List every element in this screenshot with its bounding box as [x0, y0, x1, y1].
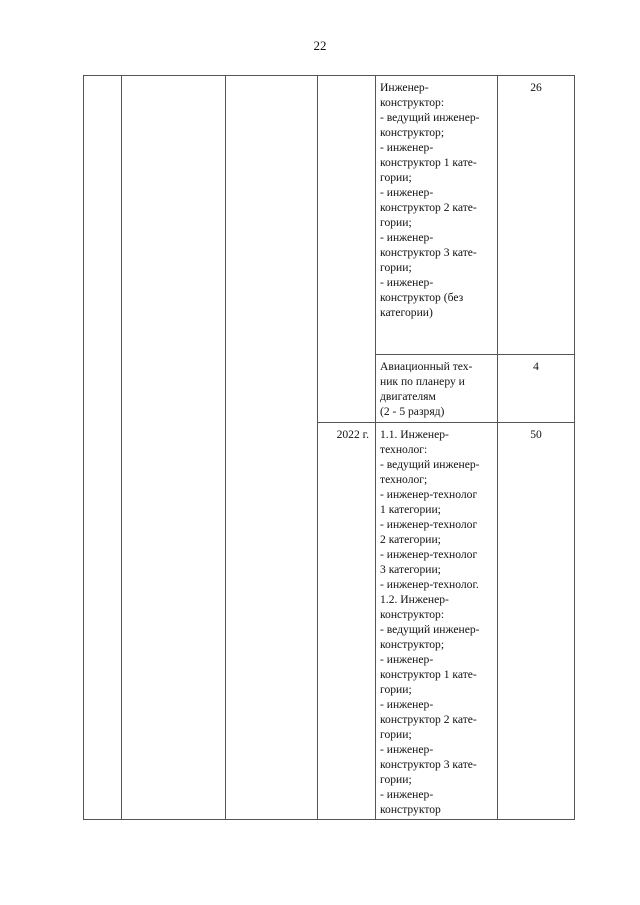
position-line: - инженер-	[380, 186, 434, 199]
position-line: - инженер-	[380, 231, 434, 244]
empty-cell	[122, 76, 226, 820]
position-line: конструктор:	[380, 96, 445, 109]
position-cell	[376, 423, 498, 820]
count-value: 4	[533, 360, 539, 373]
year-text: 2022 г.	[336, 428, 369, 441]
count-cell	[498, 423, 575, 820]
position-line: конструктор (без	[380, 291, 464, 304]
position-line: гории;	[380, 728, 412, 741]
position-line: конструктор 2 кате-	[380, 713, 477, 726]
position-line: - инженер-	[380, 276, 434, 289]
position-text	[376, 355, 497, 421]
position-line: 1 категории;	[380, 503, 441, 516]
position-line: - инженер-	[380, 743, 434, 756]
position-line: гории;	[380, 683, 412, 696]
position-line: конструктор 3 кате-	[380, 246, 477, 259]
position-line: Авиационный тех-	[380, 360, 473, 373]
position-line: - инженер-технолог	[380, 548, 478, 561]
position-line: - ведущий инженер-	[380, 623, 480, 636]
year-cell	[318, 423, 376, 820]
position-line: - ведущий инженер-	[380, 111, 480, 124]
position-line: - инженер-	[380, 141, 434, 154]
count-cell	[498, 355, 575, 423]
count-cell	[498, 76, 575, 355]
position-cell	[376, 355, 498, 423]
count-value: 50	[530, 428, 542, 441]
position-line: конструктор;	[380, 126, 445, 139]
year-text	[318, 76, 375, 80]
position-line: - инженер-технолог	[380, 518, 478, 531]
position-line: конструктор;	[380, 638, 445, 651]
position-line: двигателям	[380, 390, 436, 403]
position-cell	[376, 76, 498, 355]
position-line: категории)	[380, 306, 433, 319]
page-number: 22	[313, 38, 327, 53]
position-line: гории;	[380, 171, 412, 184]
position-line: - инженер-технолог.	[380, 578, 479, 591]
position-line: конструктор 3 кате-	[380, 758, 477, 771]
position-line: гории;	[380, 261, 412, 274]
position-line: 2 категории;	[380, 533, 441, 546]
position-line: - инженер-	[380, 788, 434, 801]
empty-cell	[226, 76, 318, 820]
position-line: гории;	[380, 773, 412, 786]
position-line: конструктор 1 кате-	[380, 668, 477, 681]
position-line: Инженер-	[380, 81, 429, 94]
position-line: конструктор	[380, 803, 441, 816]
position-line: технолог;	[380, 473, 428, 486]
position-line: гории;	[380, 216, 412, 229]
position-line: - инженер-технолог	[380, 488, 478, 501]
position-line: - ведущий инженер-	[380, 458, 480, 471]
position-line: - инженер-	[380, 653, 434, 666]
position-line: 1.1. Инженер-	[380, 428, 449, 441]
position-line: (2 - 5 разряд)	[380, 405, 445, 418]
position-line: технолог:	[380, 443, 428, 456]
count-value: 26	[530, 81, 542, 94]
table-row	[84, 76, 575, 355]
year-cell	[318, 76, 376, 423]
position-line: 1.2. Инженер-	[380, 593, 449, 606]
position-line: 3 категории;	[380, 563, 441, 576]
staffing-table	[83, 75, 575, 820]
position-line: конструктор 2 кате-	[380, 201, 477, 214]
position-line: конструктор:	[380, 608, 445, 621]
empty-cell	[84, 76, 122, 820]
position-line: ник по планеру и	[380, 375, 465, 388]
position-line: конструктор 1 кате-	[380, 156, 477, 169]
position-line: - инженер-	[380, 698, 434, 711]
position-text	[376, 423, 497, 819]
position-text	[376, 76, 497, 322]
